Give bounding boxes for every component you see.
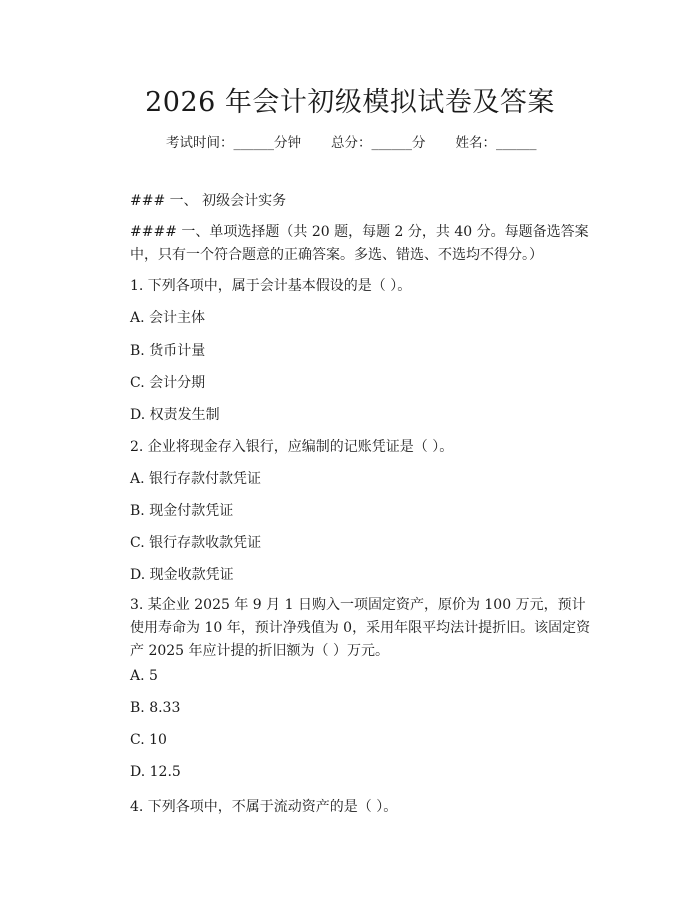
subsection-heading: #### 一、单项选择题（共 20 题，每题 2 分，共 40 分。每题备选答案中，只有一个符合题意的正确答案。多选、错选、不选均不得分。） (130, 224, 589, 263)
question-2-option-c: C. 银行存款收款凭证 (130, 535, 262, 551)
question-3-option-a: A. 5 (130, 668, 158, 684)
question-3-option-c: C. 10 (130, 732, 167, 748)
question-1-option-c: C. 会计分期 (130, 375, 206, 391)
question-1-stem: 1. 下列各项中，属于会计基本假设的是（ ）。 (130, 278, 412, 294)
question-1-option-d: D. 权责发生制 (130, 407, 220, 423)
question-3-option-d: D. 12.5 (130, 764, 181, 780)
question-1-option-b: B. 货币计量 (130, 343, 206, 359)
exam-meta (166, 131, 537, 151)
question-4-stem: 4. 下列各项中，不属于流动资产的是（ ）。 (130, 799, 398, 815)
question-1-option-a: A. 会计主体 (130, 310, 206, 326)
name-field: 姓名：______ (455, 135, 537, 151)
exam-time-field: 考试时间：______分钟 (166, 135, 301, 151)
question-2-option-b: B. 现金付款凭证 (130, 503, 234, 519)
question-3-option-b: B. 8.33 (130, 700, 181, 716)
question-3-stem: 3. 某企业 2025 年 9 月 1 日购入一项固定资产，原价为 100 万元，预计使用寿命为 10 年，预计净残值为 0，采用年限平均法计提折旧。该固定资产 2025 年应计提的折旧额为（ ）万元。 (130, 597, 591, 659)
exam-title: 2026 年会计初级模拟试卷及答案 (145, 87, 555, 118)
question-2-option-d: D. 现金收款凭证 (130, 567, 234, 583)
total-score-field: 总分：______分 (331, 135, 426, 151)
section-heading: ### 一、 初级会计实务 (130, 193, 287, 209)
question-2-stem: 2. 企业将现金存入银行，应编制的记账凭证是（ ）。 (130, 439, 454, 455)
question-2-option-a: A. 银行存款付款凭证 (130, 471, 262, 487)
